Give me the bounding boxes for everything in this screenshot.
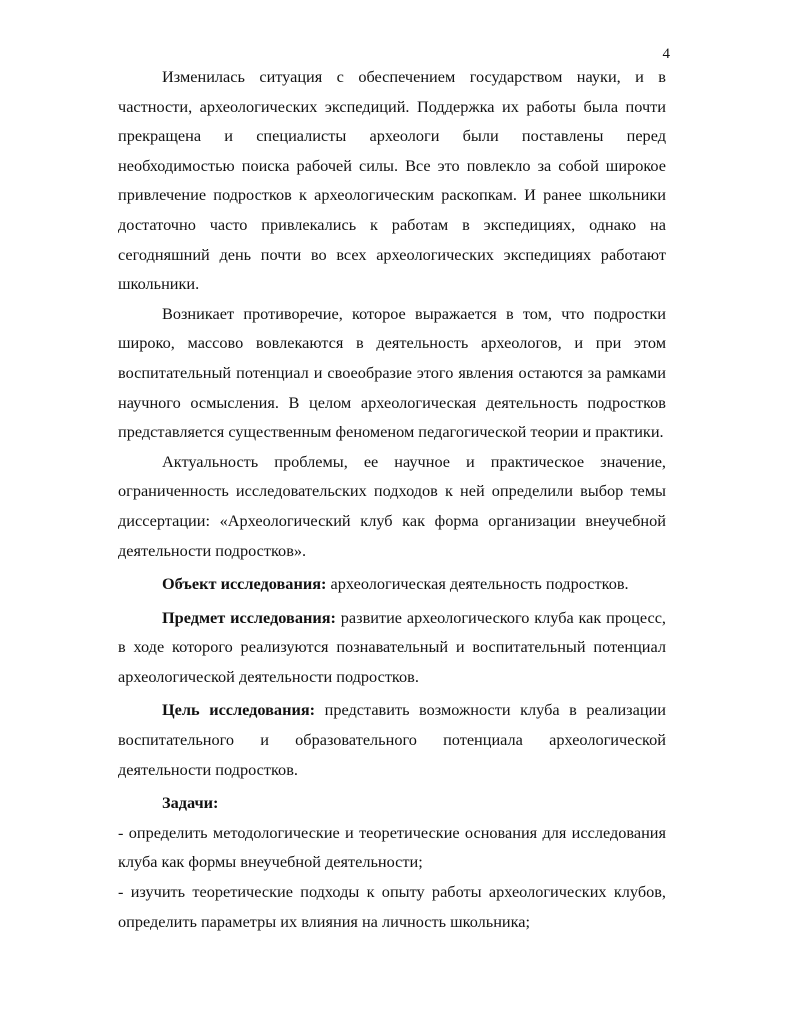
research-object-text: археологическая деятельность подростков. — [326, 574, 629, 594]
research-subject — [118, 603, 666, 692]
research-object — [118, 569, 666, 599]
task-item: - определить методологические и теоретические основания для исследования клуба как формы внеучебной деятельности; — [118, 822, 666, 872]
research-goal — [118, 695, 666, 784]
tasks-heading — [118, 788, 666, 818]
document-body — [118, 62, 666, 936]
page-number: 4 — [662, 46, 670, 62]
task-item: - изучить теоретические подходы к опыту работы археологических клубов, определить параметры их влияния на личность школьника; — [118, 882, 666, 931]
tasks-label: Задачи: — [162, 793, 219, 813]
research-goal-text: представить возможности клуба в реализации воспитательного и образовательного потенциала археологической деятельности подростков. — [118, 700, 666, 779]
research-subject-label: Предмет исследования: — [162, 607, 336, 627]
paragraph-relevance: Актуальность проблемы, ее научное и практическое значение, ограниченность исследовательских подходов к ней определили выбор темы диссертации: «Археологический клуб как форма организации внеучебной деятельности подростков». — [118, 451, 666, 560]
research-goal-label: Цель исследования: — [162, 700, 316, 720]
paragraph-contradiction: Возникает противоречие, которое выражается в том, что подростки широко, массово вовлекаются в деятельность археологов, и при этом воспитательный потенциал и своеобразие этого явления остаются за рамками научного осмысления. В целом археологическая деятельность подростков представляется существенным феноменом педагогической теории и практики. — [118, 303, 666, 442]
research-subject-text: развитие археологического клуба как процесс, в ходе которого реализуются познавательный и воспитательный потенциал археологической деятельности подростков. — [118, 607, 666, 686]
research-object-label: Объект исследования: — [162, 574, 327, 594]
paragraph-situation: Изменилась ситуация с обеспечением государством науки, и в частности, археологических экспедиций. Поддержка их работы была почти прекращена и специалисты археологи были поставлены перед необходимостью поиска рабочей силы. Все это повлекло за собой широкое привлечение подростков к археологическим раскопкам. И ранее школьники достаточно часто привлекались к работам в экспедициях, однако на сегодняшний день почти во всех археологических экспедициях работают школьники. — [118, 67, 666, 294]
